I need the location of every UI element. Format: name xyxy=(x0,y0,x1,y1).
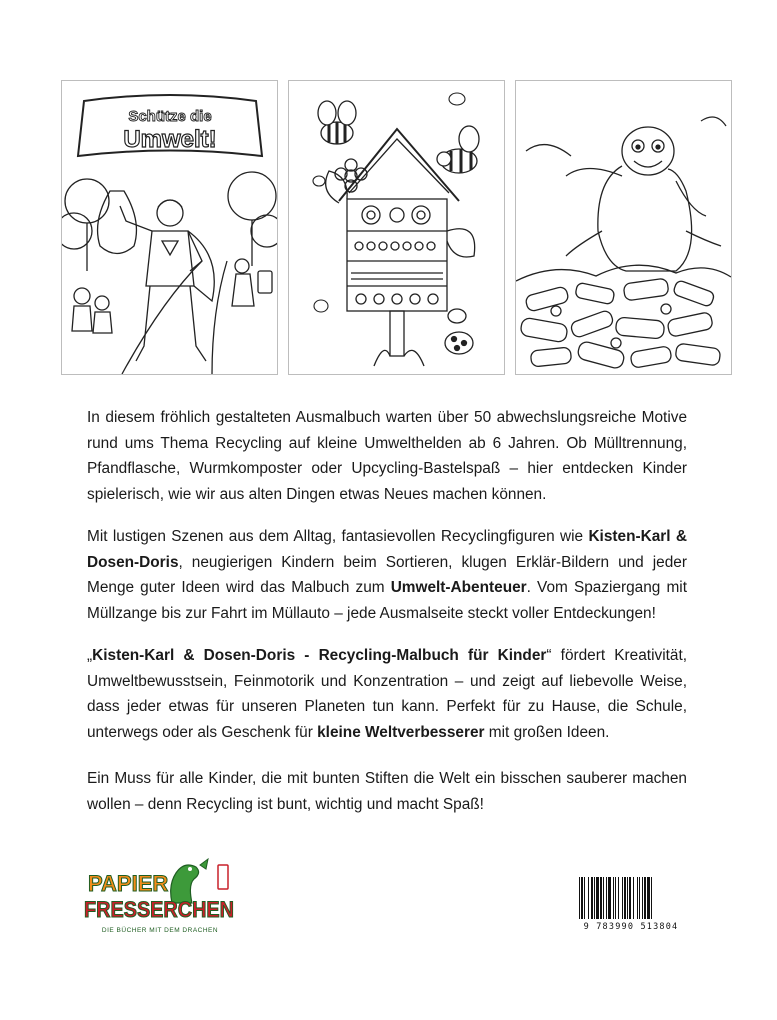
paragraph-text: mit großen Ideen. xyxy=(484,723,610,741)
title-banner xyxy=(78,95,262,156)
paragraph-text: “ fördert Kreativität, Umweltbewusstsein, Feinmotorik und Konzentration – und zeigt auf liebevolle Weise, dass jeder etwas für unseren Planeten tun kann. Perfekt für zu Hause, die Schule, unterwegs oder als Geschenk für xyxy=(87,647,687,741)
barcode-bar xyxy=(606,877,607,919)
barcode-bar xyxy=(642,877,643,919)
barcode-bar xyxy=(639,877,640,919)
bee-top xyxy=(318,101,356,144)
barcode-bar xyxy=(618,877,619,919)
barcode-bar xyxy=(596,877,599,919)
paragraph-text: Ein Muss für alle Kinder, die mit bunten Stiften die Welt ein bisschen sauberer machen wollen – denn Recycling ist bunt, wichtig und macht Spaß! xyxy=(87,770,687,813)
isbn-barcode xyxy=(577,877,685,939)
isbn-number: 9 783990 513804 xyxy=(583,922,679,932)
barcode-bar xyxy=(637,877,638,919)
paragraph-text: , neugierigen Kindern beim Sortieren, klugen Erklär-Bildern und jeder Menge guter Ideen wird das Malbuch zum xyxy=(87,553,687,596)
kid-left xyxy=(74,288,90,304)
coloring-preview-monster xyxy=(515,80,732,375)
barcode-bar xyxy=(581,877,583,919)
leaf xyxy=(447,229,475,257)
paragraph-text: In diesem fröhlich gestalteten Ausmalbuch warten über 50 abwechslungsreiche Motive rund ums Thema Recycling auf kleine Umwelthelden ab 6 Jahren. Ob Mülltrennung, Pfandflasche, Wurmkomposter oder Upcycling-Bastelspaß – hier entdecken Kinder spielerisch, wie wir aus alten Dingen etwas Neues machen können. xyxy=(87,409,687,503)
logo-line2: FRESSERCHEN xyxy=(84,897,234,922)
barcode-bar xyxy=(627,877,628,919)
barcode-bar xyxy=(584,877,585,919)
barcode-bars xyxy=(577,877,685,919)
superhero-illustration xyxy=(62,81,277,374)
banner-top-text: Schütze die xyxy=(128,108,212,125)
logo-line1: PAPIER xyxy=(88,871,169,896)
barcode-bar xyxy=(600,877,602,919)
barcode-bar xyxy=(624,877,626,919)
barcode-bar xyxy=(588,877,589,919)
book-icon xyxy=(218,865,228,889)
coloring-preview-insect-hotel xyxy=(288,80,505,375)
barcode-bar xyxy=(629,877,631,919)
bee-right xyxy=(437,126,479,173)
description-paragraph-4 xyxy=(87,766,687,817)
description-paragraph-3 xyxy=(87,643,687,745)
barcode-bar xyxy=(613,877,614,919)
tree-left xyxy=(65,179,109,223)
monster-figure xyxy=(566,127,721,271)
barcode-bar xyxy=(622,877,623,919)
ladybug xyxy=(445,309,473,354)
barcode-bar xyxy=(594,877,595,919)
recycle-bin xyxy=(258,271,272,293)
publisher-logo xyxy=(84,855,236,937)
barcode-bar xyxy=(633,877,634,919)
kid-right xyxy=(235,259,249,273)
barcode-bar xyxy=(615,877,616,919)
banner-bottom-text: Umwelt! xyxy=(123,126,217,153)
highlight-book-title: Kisten-Karl & Dosen-Doris - Recycling-Malbuch für Kinder xyxy=(92,647,547,664)
tree-right xyxy=(228,172,276,220)
paragraph-text: . Vom Spaziergang mit Müllzange bis zur Fahrt im Müllauto – jede Ausmalseite steckt voller Entdeckungen! xyxy=(87,579,687,622)
paragraph-text: „ xyxy=(87,647,93,664)
coloring-preview-superhero xyxy=(61,80,278,375)
barcode-bar xyxy=(579,877,580,919)
description-paragraph-1 xyxy=(87,405,687,507)
highlight-adventure: Umwelt-Abenteuer xyxy=(390,579,527,596)
barcode-bar xyxy=(608,877,611,919)
barcode-bar xyxy=(644,877,646,919)
sky-lines xyxy=(526,117,726,156)
insect-hotel-illustration xyxy=(289,81,504,374)
monster-illustration xyxy=(516,81,731,374)
highlight-characters: Kisten-Karl & Dosen-Doris xyxy=(87,528,687,571)
barcode-bar xyxy=(651,877,652,919)
barcode-bar xyxy=(591,877,593,919)
barcode-bar xyxy=(647,877,650,919)
highlight-world-improvers: kleine Weltverbesserer xyxy=(317,723,485,741)
hotel-post xyxy=(390,311,404,356)
bottle-pile xyxy=(516,265,731,369)
barcode-bar xyxy=(603,877,604,919)
logo-tagline: DIE BÜCHER MIT DEM DRACHEN xyxy=(101,927,219,934)
description-paragraph-2 xyxy=(87,524,687,626)
superhero-figure xyxy=(98,191,215,361)
paragraph-text: Mit lustigen Szenen aus dem Alltag, fantasievollen Recyclingfiguren wie xyxy=(87,528,589,545)
